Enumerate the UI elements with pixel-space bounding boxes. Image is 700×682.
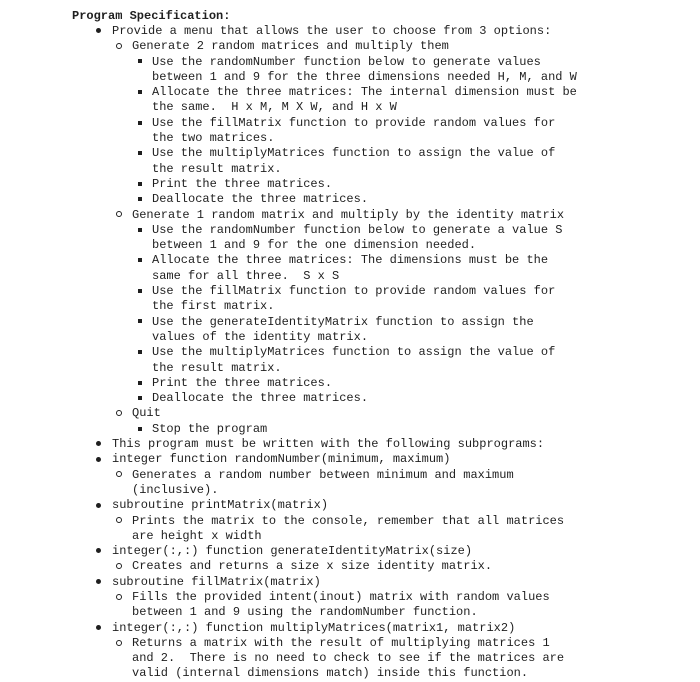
list-item-text: between 1 and 9 for the one dimension needed. [152,238,477,253]
list-item-text: the result matrix. [152,360,282,375]
list-item-text: Deallocate the three matrices. [152,192,369,207]
list-item-text: Use the generateIdentityMatrix function to assign the [152,314,534,329]
list-item-text: Stop the program [152,421,268,436]
disc-bullet-icon [91,621,105,636]
list-item [0,299,700,314]
list-item [0,636,700,651]
list-item [0,575,700,590]
list-item [0,621,700,636]
disc-bullet-icon [91,452,105,467]
list-item [0,146,700,161]
list-item [0,192,700,207]
list-item-text: Creates and returns a size x size identity matrix. [132,559,493,574]
list-item-text: Print the three matrices. [152,375,333,390]
list-item-text: Prints the matrix to the console, remember that all matrices [132,513,565,528]
list-item [0,361,700,376]
list-item [0,284,700,299]
list-item-text: the result matrix. [152,161,282,176]
square-bullet-icon [134,422,146,437]
list-item-text: Returns a matrix with the result of multiplying matrices 1 [132,635,550,650]
list-item-text: the same. H x M, M X W, and H x W [152,100,397,115]
circle-bullet-icon [113,39,125,54]
circle-bullet-icon [113,590,125,605]
list-item-text: integer function randomNumber(minimum, maximum) [112,452,451,467]
list-item-text: Generates a random number between minimum and maximum [132,467,514,482]
disc-bullet-icon [91,544,105,559]
list-item [0,238,700,253]
list-item [0,253,700,268]
list-item [0,498,700,513]
list-item [0,162,700,177]
list-item [0,208,700,223]
square-bullet-icon [134,177,146,192]
square-bullet-icon [134,116,146,131]
circle-bullet-icon [113,208,125,223]
list-item-text: Allocate the three matrices: The internal dimension must be [152,85,577,100]
list-item-text: Print the three matrices. [152,176,333,191]
list-item-text: values of the identity matrix. [152,329,369,344]
list-item [0,223,700,238]
list-item-text: Use the fillMatrix function to provide random values for [152,284,556,299]
circle-bullet-icon [113,468,125,483]
list-item-text: same for all three. S x S [152,268,340,283]
list-item-text: valid (internal dimensions match) inside this function. [132,666,529,681]
list-item-text: (inclusive). [132,482,219,497]
list-item-text: integer(:,:) function multiplyMatrices(matrix1, matrix2) [112,620,516,635]
list-item [0,131,700,146]
list-item [0,70,700,85]
list-item [0,116,700,131]
list-item-text: Use the fillMatrix function to provide random values for [152,115,556,130]
square-bullet-icon [134,284,146,299]
list-item [0,315,700,330]
list-item-text: between 1 and 9 using the randomNumber function. [132,605,478,620]
square-bullet-icon [134,315,146,330]
list-item [0,422,700,437]
specification-list [0,24,700,682]
square-bullet-icon [134,376,146,391]
list-item-text: Provide a menu that allows the user to choose from 3 options: [112,24,552,38]
list-item-text: subroutine printMatrix(matrix) [112,498,329,513]
disc-bullet-icon [91,498,105,513]
circle-bullet-icon [113,406,125,421]
list-item [0,85,700,100]
list-item [0,590,700,605]
list-item-text: and 2. There is no need to check to see if the matrices are [132,651,565,666]
square-bullet-icon [134,391,146,406]
list-item-text: Deallocate the three matrices. [152,391,369,406]
list-item [0,544,700,559]
list-item-text: Use the randomNumber function below to generate values [152,54,541,69]
list-item-text: Fills the provided intent(inout) matrix with random values [132,589,550,604]
list-item [0,666,700,681]
disc-bullet-icon [91,437,105,452]
square-bullet-icon [134,345,146,360]
list-item-text: This program must be written with the following subprograms: [112,437,545,452]
list-item [0,100,700,115]
list-item [0,437,700,452]
list-item-text: Use the multiplyMatrices function to assign the value of [152,345,556,360]
list-item [0,559,700,574]
disc-bullet-icon [91,575,105,590]
square-bullet-icon [134,223,146,238]
list-item [0,529,700,544]
list-item [0,468,700,483]
circle-bullet-icon [113,514,125,529]
list-item [0,391,700,406]
list-item [0,177,700,192]
list-item-text: Use the multiplyMatrices function to assign the value of [152,146,556,161]
list-item-text: between 1 and 9 for the three dimensions needed H, M, and W [152,69,577,84]
list-item [0,651,700,666]
list-item [0,269,700,284]
list-item [0,483,700,498]
list-item-text: the first matrix. [152,299,275,314]
list-item-text: the two matrices. [152,131,275,146]
circle-bullet-icon [113,559,125,574]
list-item [0,24,700,39]
list-item-text: Use the randomNumber function below to generate a value S [152,222,563,237]
list-item-text: Generate 1 random matrix and multiply by the identity matrix [132,207,565,222]
list-item [0,345,700,360]
list-item-text: Generate 2 random matrices and multiply them [132,39,449,54]
list-item [0,514,700,529]
list-item-text: subroutine fillMatrix(matrix) [112,574,321,589]
circle-bullet-icon [113,636,125,651]
square-bullet-icon [134,253,146,268]
square-bullet-icon [134,146,146,161]
list-item [0,39,700,54]
list-item [0,452,700,467]
list-item [0,55,700,70]
list-item [0,330,700,345]
list-item [0,605,700,620]
list-item-text: Quit [132,406,161,421]
disc-bullet-icon [91,24,105,39]
list-item-text: are height x width [132,528,262,543]
square-bullet-icon [134,55,146,70]
list-item-text: integer(:,:) function generateIdentityMatrix(size) [112,544,473,559]
square-bullet-icon [134,192,146,207]
list-item [0,406,700,421]
square-bullet-icon [134,85,146,100]
list-item-text: Allocate the three matrices: The dimensions must be the [152,253,549,268]
page-title: Program Specification: [72,9,231,23]
list-item [0,376,700,391]
